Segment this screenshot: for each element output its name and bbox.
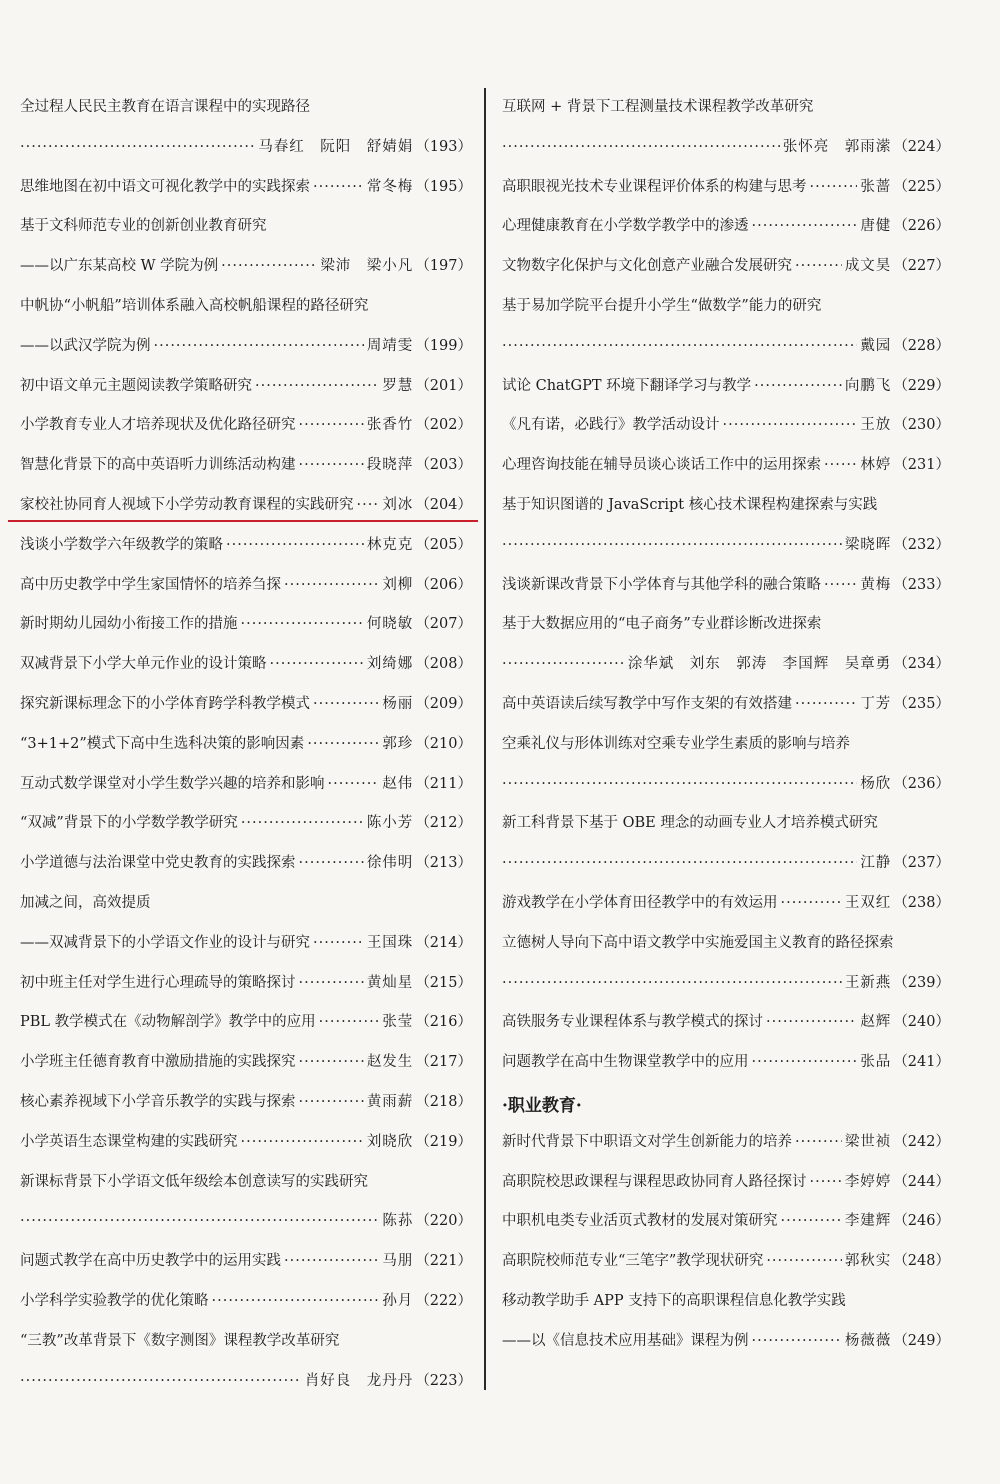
toc-entry xyxy=(20,566,472,606)
entry-page-number: （231） xyxy=(893,457,950,474)
entry-author: 王双红 xyxy=(844,894,892,911)
entry-page-number: （224） xyxy=(893,138,950,155)
toc-entry-title-line xyxy=(502,924,950,964)
toc-entry-title-line xyxy=(20,1322,472,1362)
entry-author: 杨丽 xyxy=(382,695,414,712)
entry-author: 刘晓欣 xyxy=(366,1133,414,1150)
leader-dots xyxy=(502,765,857,805)
leader-dots xyxy=(795,1123,842,1163)
entry-page-number: （249） xyxy=(893,1332,950,1349)
leader-dots xyxy=(221,247,317,287)
entry-page-number: （204） xyxy=(415,496,472,513)
entry-title: 基于知识图谱的 JavaScript 核心技术课程构建探索与实践 xyxy=(502,496,878,513)
entry-page-number: （226） xyxy=(893,218,950,235)
leader-dots xyxy=(328,765,380,805)
entry-title: 浅谈小学数学六年级教学的策略 xyxy=(20,536,223,553)
entry-title: ——双减背景下的小学语文作业的设计与研究 xyxy=(20,934,310,951)
leader-dots xyxy=(20,128,255,168)
entry-title: 加减之间，高效提质 xyxy=(20,894,151,911)
entry-author: 张莹 xyxy=(382,1014,414,1031)
entry-page-number: （244） xyxy=(893,1173,950,1190)
entry-page-number: （201） xyxy=(415,377,472,394)
entry-author: 罗慧 xyxy=(382,377,414,394)
entry-title: 《凡有诺，必践行》教学活动设计 xyxy=(502,417,720,434)
leader-dots xyxy=(299,1083,364,1123)
entry-title: 新工科背景下基于 OBE 理念的动画专业人才培养模式研究 xyxy=(502,815,878,832)
entry-title: 试论 ChatGPT 环境下翻译学习与教学 xyxy=(502,377,752,394)
toc-entry xyxy=(20,645,472,685)
toc-entry xyxy=(502,446,950,486)
entry-author: 刘绮娜 xyxy=(366,656,414,673)
leader-dots xyxy=(795,685,857,725)
entry-author: 丁芳 xyxy=(860,695,892,712)
entry-page-number: （218） xyxy=(415,1093,472,1110)
entry-author: 林婷 xyxy=(860,457,892,474)
toc-entry xyxy=(20,1083,472,1123)
leader-dots xyxy=(723,406,858,446)
leader-dots xyxy=(255,367,379,407)
entry-author: 陈小芳 xyxy=(366,815,414,832)
entry-page-number: （217） xyxy=(415,1054,472,1071)
toc-entry xyxy=(502,1242,950,1282)
entry-page-number: （195） xyxy=(415,178,472,195)
leader-dots xyxy=(299,406,364,446)
entry-author: 梁沛 梁小凡 xyxy=(320,258,414,275)
toc-entry xyxy=(502,566,950,606)
toc-entry xyxy=(502,1322,950,1362)
entry-page-number: （199） xyxy=(415,337,472,354)
entry-author: 徐伟明 xyxy=(366,855,414,872)
entry-page-number: （210） xyxy=(415,735,472,752)
entry-title: 互联网 + 背景下工程测量技术课程教学改革研究 xyxy=(502,99,814,115)
toc-entry-title-line xyxy=(20,1163,472,1203)
leader-dots xyxy=(502,844,857,884)
entry-page-number: （239） xyxy=(893,974,950,991)
entry-page-number: （232） xyxy=(893,536,950,553)
toc-entry xyxy=(502,168,950,208)
toc-entry xyxy=(502,1163,950,1203)
entry-page-number: （197） xyxy=(415,258,472,275)
entry-title: 双减背景下小学大单元作业的设计策略 xyxy=(20,656,267,673)
leader-dots xyxy=(307,725,379,765)
toc-entry xyxy=(20,526,472,566)
entry-page-number: （248） xyxy=(893,1253,950,1270)
entry-author: 梁晓晖 xyxy=(844,536,892,553)
entry-title: 游戏教学在小学体育田径教学中的有效运用 xyxy=(502,894,778,911)
toc-entry xyxy=(502,128,950,168)
entry-title: 小学道德与法治课堂中党史教育的实践探索 xyxy=(20,855,296,872)
toc-entry xyxy=(502,685,950,725)
entry-page-number: （202） xyxy=(415,417,472,434)
entry-author: 向鹏飞 xyxy=(844,377,892,394)
leader-dots xyxy=(766,1242,841,1282)
toc-entry xyxy=(502,1123,950,1163)
entry-title: 初中语文单元主题阅读教学策略研究 xyxy=(20,377,252,394)
leader-dots xyxy=(752,1043,858,1083)
entry-title: 空乘礼仪与形体训练对空乘专业学生素质的影响与培养 xyxy=(502,735,850,752)
toc-entry xyxy=(20,1003,472,1043)
toc-entry xyxy=(20,1362,472,1402)
leader-dots xyxy=(313,685,379,725)
entry-author: 江静 xyxy=(860,855,892,872)
toc-entry-title-line xyxy=(20,88,472,128)
entry-page-number: （220） xyxy=(415,1213,472,1230)
toc-entry-title-line xyxy=(502,287,950,327)
leader-dots xyxy=(241,605,364,645)
toc-entry xyxy=(20,725,472,765)
toc-entry xyxy=(20,327,472,367)
entry-author: 张蔷 xyxy=(860,178,892,195)
entry-title: 互动式数学课堂对小学生数学兴趣的培养和影响 xyxy=(20,775,325,792)
entry-author: 陈荪 xyxy=(382,1213,414,1230)
entry-page-number: （234） xyxy=(893,656,950,673)
entry-page-number: （221） xyxy=(415,1253,472,1270)
leader-dots xyxy=(299,844,364,884)
toc-entry xyxy=(20,964,472,1004)
entry-title: 新课标背景下小学语文低年级绘本创意读写的实践研究 xyxy=(20,1173,368,1190)
entry-author: 常冬梅 xyxy=(366,178,414,195)
toc-entry xyxy=(20,685,472,725)
toc-entry xyxy=(502,884,950,924)
toc-entry xyxy=(502,1043,950,1083)
entry-title: ——以《信息技术应用基础》课程为例 xyxy=(502,1332,749,1349)
entry-title: 高职院校师范专业“三笔字”教学现状研究 xyxy=(502,1253,764,1270)
toc-entry xyxy=(20,446,472,486)
entry-page-number: （206） xyxy=(415,576,472,593)
entry-page-number: （233） xyxy=(893,576,950,593)
entry-author: 段晓萍 xyxy=(366,457,414,474)
entry-author: 周靖雯 xyxy=(366,337,414,354)
entry-author: 赵辉 xyxy=(860,1014,892,1031)
entry-author: 赵发生 xyxy=(366,1054,414,1071)
column-divider xyxy=(484,88,486,1390)
leader-dots xyxy=(502,526,842,566)
toc-entry xyxy=(502,526,950,566)
toc-entry xyxy=(20,1282,472,1322)
leader-dots xyxy=(810,168,858,208)
entry-title: 文物数字化保护与文化创意产业融合发展研究 xyxy=(502,258,792,275)
entry-page-number: （208） xyxy=(415,656,472,673)
entry-title: 小学英语生态课堂构建的实践研究 xyxy=(20,1133,238,1150)
entry-title: 小学科学实验教学的优化策略 xyxy=(20,1292,209,1309)
entry-title: 心理健康教育在小学数学教学中的渗透 xyxy=(502,218,749,235)
entry-title: 高职眼视光技术专业课程评价体系的构建与思考 xyxy=(502,178,807,195)
entry-title: 核心素养视域下小学音乐教学的实践与探索 xyxy=(20,1093,296,1110)
entry-author: 孙月 xyxy=(382,1292,414,1309)
leader-dots xyxy=(284,566,379,606)
leader-dots xyxy=(284,1242,379,1282)
entry-author: 马春红 阮阳 舒婧娟 xyxy=(258,138,414,155)
toc-entry xyxy=(20,1043,472,1083)
toc-entry xyxy=(502,964,950,1004)
toc-right-column xyxy=(502,88,950,1362)
toc-entry xyxy=(502,645,950,685)
entry-page-number: （237） xyxy=(893,855,950,872)
leader-dots xyxy=(752,207,858,247)
entry-author: 梁世祯 xyxy=(844,1133,892,1150)
entry-page-number: （216） xyxy=(415,1014,472,1031)
toc-entry xyxy=(20,1202,472,1242)
entry-title: 小学教育专业人才培养现状及优化路径研究 xyxy=(20,417,296,434)
toc-entry xyxy=(502,247,950,287)
entry-author: 张品 xyxy=(860,1054,892,1071)
entry-author: 赵伟 xyxy=(382,775,414,792)
toc-entry-title-line xyxy=(502,486,950,526)
entry-title: 高职院校思政课程与课程思政协同育人路径探讨 xyxy=(502,1173,807,1190)
toc-entry-title-line xyxy=(20,287,472,327)
entry-author: 涂华斌 刘东 郭涛 李国辉 吴章勇 xyxy=(627,656,892,673)
leader-dots xyxy=(502,327,857,367)
entry-title: 小学班主任德育教育中激励措施的实践探究 xyxy=(20,1054,296,1071)
leader-dots xyxy=(752,1322,842,1362)
entry-page-number: （240） xyxy=(893,1014,950,1031)
leader-dots xyxy=(502,128,780,168)
entry-author: 杨欣 xyxy=(860,775,892,792)
leader-dots xyxy=(781,884,842,924)
entry-author: 林克克 xyxy=(366,536,414,553)
leader-dots xyxy=(226,526,364,566)
toc-entry xyxy=(20,1242,472,1282)
leader-dots xyxy=(766,1003,857,1043)
leader-dots xyxy=(502,645,625,685)
entry-title: 新时代背景下中职语文对学生创新能力的培养 xyxy=(502,1133,792,1150)
toc-entry xyxy=(502,367,950,407)
toc-entry xyxy=(502,207,950,247)
toc-left-column xyxy=(20,88,472,1401)
entry-title: “3+1+2”模式下高中生选科决策的影响因素 xyxy=(20,735,305,752)
entry-page-number: （235） xyxy=(893,695,950,712)
entry-page-number: （227） xyxy=(893,258,950,275)
entry-page-number: （203） xyxy=(415,457,472,474)
toc-entry xyxy=(502,1003,950,1043)
entry-page-number: （215） xyxy=(415,974,472,991)
leader-dots xyxy=(299,446,364,486)
toc-entry-title-line xyxy=(502,804,950,844)
entry-page-number: （225） xyxy=(893,178,950,195)
leader-dots xyxy=(212,1282,380,1322)
entry-title: 全过程人民民主教育在语言课程中的实现路径 xyxy=(20,99,310,115)
entry-author: 张香竹 xyxy=(366,417,414,434)
leader-dots xyxy=(299,1043,364,1083)
leader-dots xyxy=(241,804,364,844)
entry-title: 高铁服务专业课程体系与教学模式的探讨 xyxy=(502,1014,763,1031)
entry-page-number: （207） xyxy=(415,616,472,633)
entry-author: 杨薇薇 xyxy=(844,1332,892,1349)
leader-dots xyxy=(781,1202,842,1242)
entry-title: 思维地图在初中语文可视化教学中的实践探索 xyxy=(20,178,310,195)
entry-page-number: （228） xyxy=(893,337,950,354)
entry-author: 黄梅 xyxy=(860,576,892,593)
entry-title: 问题式教学在高中历史教学中的运用实践 xyxy=(20,1253,281,1270)
entry-author: 刘柳 xyxy=(382,576,414,593)
entry-page-number: （242） xyxy=(893,1133,950,1150)
toc-entry xyxy=(502,406,950,446)
entry-page-number: （238） xyxy=(893,894,950,911)
toc-entry xyxy=(502,327,950,367)
entry-page-number: （246） xyxy=(893,1213,950,1230)
entry-title: 基于文科师范专业的创新创业教育研究 xyxy=(20,218,267,235)
entry-author: 李婷婷 xyxy=(844,1173,892,1190)
entry-page-number: （193） xyxy=(415,138,472,155)
red-underline-mark xyxy=(8,520,478,522)
entry-page-number: （241） xyxy=(893,1054,950,1071)
entry-page-number: （211） xyxy=(415,775,472,792)
entry-title: 基于大数据应用的“电子商务”专业群诊断改进探索 xyxy=(502,616,822,633)
toc-entry-title-line xyxy=(20,207,472,247)
entry-author: 张怀亮 郭雨潆 xyxy=(782,138,892,155)
toc-entry-title-line xyxy=(20,884,472,924)
toc-entry xyxy=(20,247,472,287)
toc-entry xyxy=(20,804,472,844)
entry-title: ——以广东某高校 W 学院为例 xyxy=(20,258,219,275)
leader-dots xyxy=(241,1123,364,1163)
entry-title: 探究新课标理念下的小学体育跨学科教学模式 xyxy=(20,695,310,712)
leader-dots xyxy=(824,446,857,486)
entry-page-number: （236） xyxy=(893,775,950,792)
toc-entry xyxy=(20,1123,472,1163)
entry-title: 高中英语读后续写教学中写作支架的有效搭建 xyxy=(502,695,792,712)
leader-dots xyxy=(810,1163,842,1203)
toc-entry xyxy=(20,168,472,208)
toc-entry-title-line xyxy=(502,1282,950,1322)
leader-dots xyxy=(20,1362,302,1402)
entry-title: 基于易加学院平台提升小学生“做数学”能力的研究 xyxy=(502,297,822,314)
toc-entry-title-line xyxy=(502,725,950,765)
entry-title: 中帆协“小帆船”培训体系融入高校帆船课程的路径研究 xyxy=(20,297,369,314)
leader-dots xyxy=(20,1202,379,1242)
leader-dots xyxy=(313,168,364,208)
toc-entry xyxy=(502,765,950,805)
leader-dots xyxy=(299,964,364,1004)
entry-page-number: （214） xyxy=(415,934,472,951)
entry-author: 王放 xyxy=(860,417,892,434)
entry-author: 唐健 xyxy=(860,218,892,235)
toc-entry xyxy=(20,367,472,407)
entry-author: 何晓敏 xyxy=(366,616,414,633)
entry-title: PBL 教学模式在《动物解剖学》教学中的应用 xyxy=(20,1014,316,1031)
entry-title: 智慧化背景下的高中英语听力训练活动构建 xyxy=(20,457,296,474)
leader-dots xyxy=(824,566,857,606)
entry-author: 郭珍 xyxy=(382,735,414,752)
entry-author: 戴园 xyxy=(860,337,892,354)
toc-entry-title-line xyxy=(502,88,950,128)
entry-title: 初中班主任对学生进行心理疏导的策略探讨 xyxy=(20,974,296,991)
entry-title: 家校社协同育人视域下小学劳动教育课程的实践研究 xyxy=(20,496,354,513)
section-heading: ·职业教育· xyxy=(502,1095,582,1116)
entry-page-number: （229） xyxy=(893,377,950,394)
entry-author: 刘冰 xyxy=(382,496,414,513)
entry-title: ——以武汉学院为例 xyxy=(20,337,151,354)
toc-entry xyxy=(20,924,472,964)
toc-entry xyxy=(502,844,950,884)
entry-title: 浅谈新课改背景下小学体育与其他学科的融合策略 xyxy=(502,576,821,593)
entry-author: 郭秋实 xyxy=(844,1253,892,1270)
entry-title: 中职机电类专业活页式教材的发展对策研究 xyxy=(502,1213,778,1230)
entry-page-number: （223） xyxy=(415,1372,472,1389)
entry-page-number: （219） xyxy=(415,1133,472,1150)
entry-author: 黄灿星 xyxy=(366,974,414,991)
leader-dots xyxy=(319,1003,380,1043)
entry-author: 肖好良 龙丹丹 xyxy=(304,1372,414,1389)
entry-title: “双减”背景下的小学数学教学研究 xyxy=(20,815,238,832)
toc-entry xyxy=(20,406,472,446)
entry-page-number: （222） xyxy=(415,1292,472,1309)
entry-title: “三教”改革背景下《数字测图》课程教学改革研究 xyxy=(20,1332,340,1349)
entry-page-number: （230） xyxy=(893,417,950,434)
entry-page-number: （205） xyxy=(415,536,472,553)
leader-dots xyxy=(154,327,364,367)
toc-entry-title-line xyxy=(502,605,950,645)
entry-title: 移动教学助手 APP 支持下的高职课程信息化教学实践 xyxy=(502,1292,846,1309)
entry-page-number: （213） xyxy=(415,855,472,872)
entry-page-number: （209） xyxy=(415,695,472,712)
entry-author: 王新燕 xyxy=(844,974,892,991)
toc-entry xyxy=(502,1202,950,1242)
toc-entry xyxy=(20,765,472,805)
toc-entry xyxy=(20,605,472,645)
leader-dots xyxy=(270,645,364,685)
entry-author: 王国珠 xyxy=(366,934,414,951)
leader-dots xyxy=(795,247,842,287)
entry-title: 新时期幼儿园幼小衔接工作的措施 xyxy=(20,616,238,633)
toc-entry xyxy=(20,128,472,168)
entry-author: 成文昊 xyxy=(844,258,892,275)
toc-entry xyxy=(20,844,472,884)
leader-dots xyxy=(313,924,364,964)
entry-title: 问题教学在高中生物课堂教学中的应用 xyxy=(502,1054,749,1071)
entry-page-number: （212） xyxy=(415,815,472,832)
entry-title: 立德树人导向下高中语文教学中实施爱国主义教育的路径探索 xyxy=(502,934,894,951)
leader-dots xyxy=(754,367,842,407)
entry-author: 马朋 xyxy=(382,1253,414,1270)
entry-author: 黄雨薪 xyxy=(366,1093,414,1110)
entry-author: 李建辉 xyxy=(844,1213,892,1230)
leader-dots xyxy=(502,964,842,1004)
entry-title: 高中历史教学中学生家国情怀的培养刍探 xyxy=(20,576,281,593)
entry-title: 心理咨询技能在辅导员谈心谈话工作中的运用探索 xyxy=(502,457,821,474)
